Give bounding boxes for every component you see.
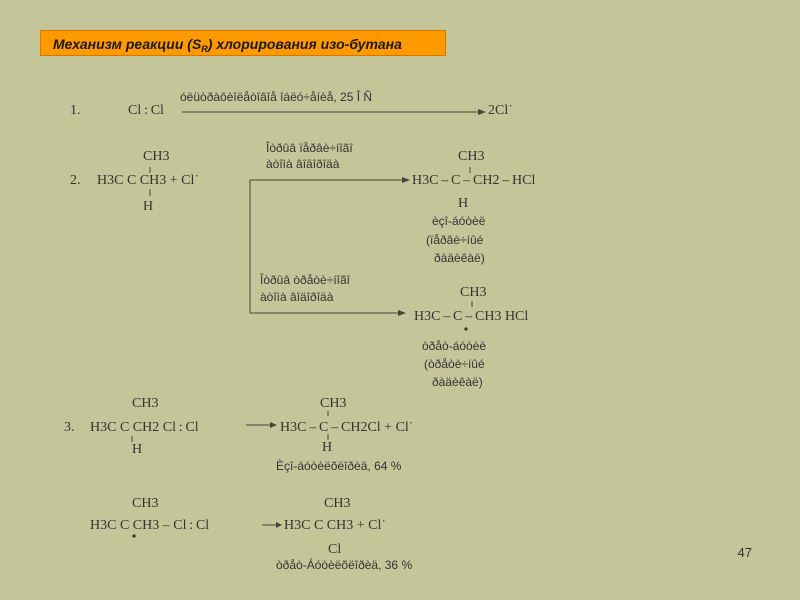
reaction-3-right-chain: H3C – C – CH2Cl + Cl˙ <box>280 420 414 435</box>
reaction-4-product-name: òðåò-Áóòèëõëîðèä, 36 % <box>276 558 413 572</box>
product-1-name-line1: èçî-áóòèë <box>432 214 486 228</box>
reaction-4-left-chain: H3C C CH3 – Cl : Cl <box>90 518 210 533</box>
arrowhead-r2-tertiary <box>398 310 406 316</box>
product-2-name-line1: òðåò-áóòèë <box>422 339 487 353</box>
reaction-4-left-ch3: CH3 <box>132 496 159 511</box>
reaction-2-cond-primary-line2: àòîìà âîäîðîäà <box>266 157 340 171</box>
reaction-1-condition: óëüòðàôèîëåòîâîå îáëó÷åíèå, 25 Î Ñ <box>180 90 373 104</box>
product-2-name-line2: (òðåòè÷íûé <box>424 357 485 371</box>
arrowhead-r4 <box>276 522 282 528</box>
reaction-2-ch3-top: CH3 <box>143 149 170 164</box>
reaction-2-cond-tertiary-line1: Îòðûâ òðåòè÷íîãî <box>260 273 350 287</box>
arrowhead-r1 <box>478 109 486 115</box>
radical-dot-p2 <box>464 327 467 330</box>
reaction-3-number: 3. <box>64 420 75 435</box>
reaction-4-right-cl: Cl <box>328 542 342 557</box>
reaction-2-number: 2. <box>70 173 81 188</box>
reaction-4-right-ch3: CH3 <box>324 496 351 511</box>
product-1-name-line3: ðàäèêàë) <box>434 251 485 265</box>
slide-title: Механизм реакции $(S_R)$ хлорирования изо-бутана <box>40 30 446 56</box>
reaction-3-left-ch3: CH3 <box>132 396 159 411</box>
product-1-chain: H3C – C – CH2 – HCl <box>412 173 536 188</box>
product-1-ch3: CH3 <box>458 149 485 164</box>
page-number: 47 <box>737 545 752 560</box>
arrowhead-r2-primary <box>402 177 410 183</box>
reaction-2-main-chain: H3C C CH3 + Cl˙ <box>97 173 200 188</box>
reaction-2-cond-primary-line1: Îòðûâ ïåðâè÷íîãî <box>266 141 353 155</box>
reaction-3-left-chain: H3C C CH2 Cl : Cl <box>90 420 199 435</box>
reaction-4-right-chain: H3C C CH3 + Cl˙ <box>284 518 387 533</box>
reaction-3-right-ch3: CH3 <box>320 396 347 411</box>
product-2-chain: H3C – C – CH3 HCl <box>414 309 529 324</box>
reaction-3-left-h: H <box>132 442 143 457</box>
product-2-name-line3: ðàäèêàë) <box>432 375 483 389</box>
arrowhead-r3 <box>270 422 277 428</box>
reaction-1-number: 1. <box>70 103 81 118</box>
reaction-1-product: 2Cl˙ <box>488 103 513 118</box>
product-1-h: H <box>458 196 469 211</box>
reaction-2-cond-tertiary-line2: àòîìà âîäîðîäà <box>260 290 334 304</box>
reaction-2-h-bottom: H <box>143 199 154 214</box>
reaction-3-product-name: Èçî-áóòèëõëîðèä, 64 % <box>276 459 402 473</box>
radical-dot-r4 <box>132 534 135 537</box>
reaction-1-reactant: Cl : Cl <box>128 103 164 118</box>
product-1-name-line2: (ïåðâè÷íûé <box>426 233 484 247</box>
reaction-3-right-h: H <box>322 440 333 455</box>
product-2-ch3: CH3 <box>460 285 487 300</box>
